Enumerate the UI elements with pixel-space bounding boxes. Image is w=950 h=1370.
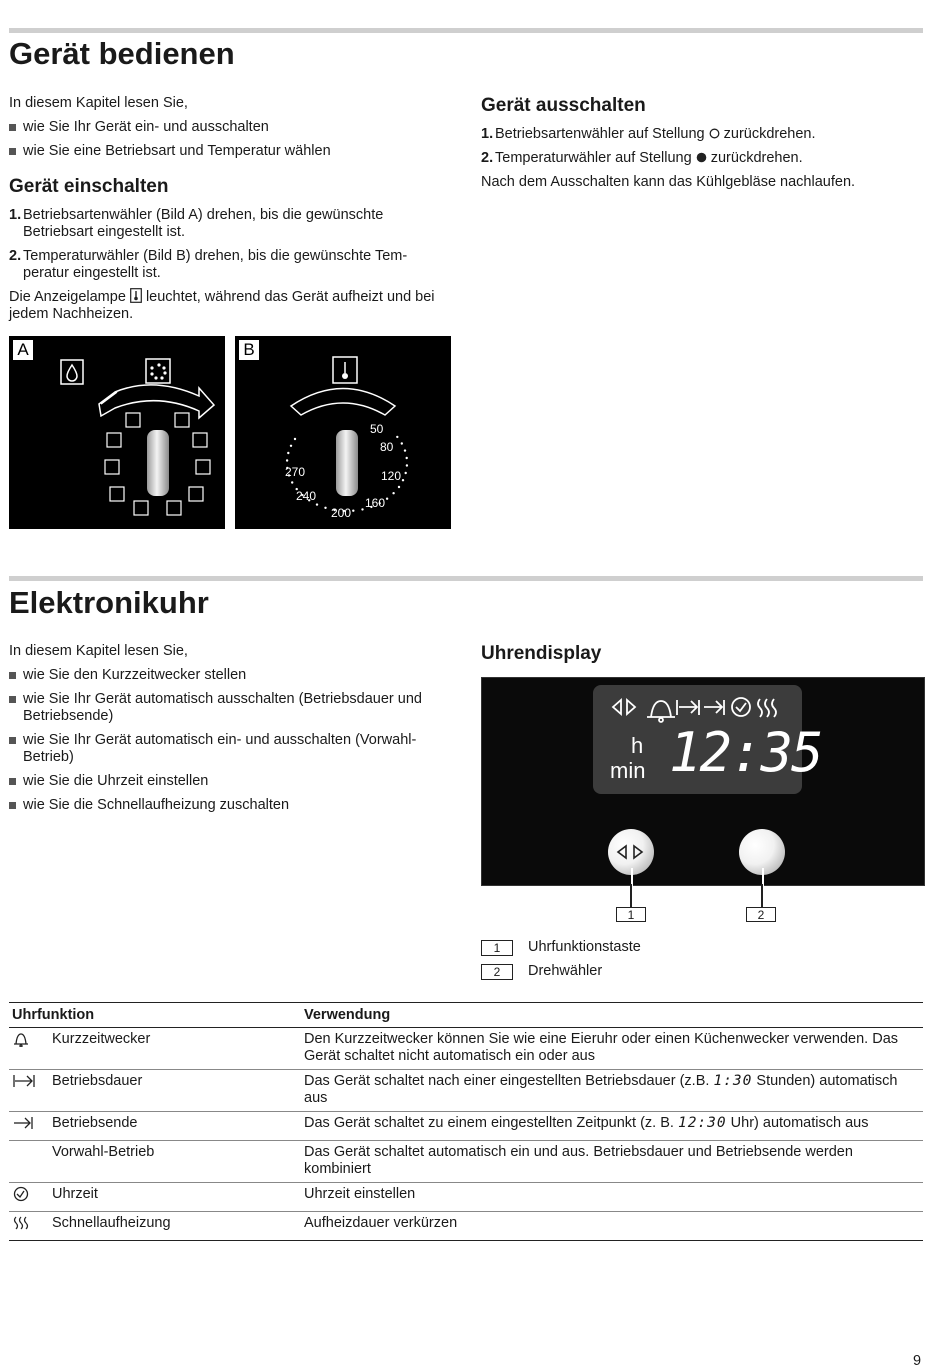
figure-label: A	[13, 340, 33, 360]
off-step-2	[481, 150, 803, 167]
step-2	[9, 248, 463, 282]
callout-line-1-ext	[630, 884, 632, 908]
usage-text: Uhr) automatisch aus	[730, 1115, 869, 1131]
function-cell	[9, 1070, 301, 1112]
bullet-item: wie Sie eine Betriebsart und Temperatur wählen	[9, 143, 331, 160]
rapid-preheat-icon	[146, 359, 170, 383]
step-text-before: Temperaturwähler auf Stellung	[495, 150, 692, 166]
function-name: Uhrzeit	[52, 1186, 98, 1202]
scale-dot	[404, 449, 406, 451]
lcd-screen	[593, 685, 822, 794]
legend-number: 2	[481, 964, 513, 980]
function-cell	[9, 1028, 301, 1070]
usage-text: Den Kurzzeitwecker können Sie wie eine Eieruhr oder einen Küchenwecker verwenden. Das Gerät schaltet nicht automatisch ein oder aus	[301, 1028, 923, 1070]
scale-dot	[294, 438, 296, 440]
scale-dot	[405, 472, 407, 474]
callout-line-2-ext	[761, 884, 763, 908]
function-name: Betriebsdauer	[52, 1073, 143, 1089]
figure-label: B	[239, 340, 259, 360]
clock-icon	[732, 698, 750, 716]
clock-function-arrows-icon	[613, 700, 635, 714]
scale-dot	[386, 498, 388, 500]
scale-dot	[406, 457, 408, 459]
time-readout: 12:35	[669, 721, 822, 784]
function-name: Schnellaufheizung	[52, 1215, 171, 1231]
table-row	[9, 1212, 923, 1241]
fan-icon	[175, 413, 189, 427]
temperature-selector-diagram	[235, 336, 451, 529]
scale-dot	[402, 479, 404, 481]
figure-a-mode-selector	[9, 336, 225, 529]
dial-number: 270	[285, 465, 306, 479]
step-text-after: zurückdrehen.	[723, 126, 816, 142]
scale-dot	[392, 492, 394, 494]
note-text-after: leuchtet, während das Gerät aufheizt und bei jedem Nachheizen.	[9, 289, 435, 322]
bottom-heat-icon	[110, 487, 124, 501]
step-text-before: Betriebsartenwähler auf Stellung	[495, 126, 705, 142]
bullet-item: wie Sie Ihr Gerät automatisch ein- und ausschalten (Vorwahl-Betrieb)	[9, 732, 453, 766]
usage-text: Das Gerät schaltet zu einem eingestellten Zeitpunkt (z. B.	[304, 1115, 674, 1131]
scale-dot	[361, 508, 363, 510]
step-text-line1: Temperaturwähler (Bild B) drehen, bis die gewünschte Tem-	[23, 248, 408, 264]
column-header: Uhrfunktion	[9, 1003, 301, 1028]
function-cell	[9, 1141, 301, 1183]
light-fan-icon	[126, 413, 140, 427]
function-cell	[9, 1183, 301, 1212]
scale-dot	[352, 510, 354, 512]
heading-ausschalten: Gerät ausschalten	[481, 95, 646, 116]
step-number: 1.	[481, 126, 494, 142]
usage-text: Stunden) automatisch aus	[304, 1073, 898, 1106]
dial-number: 50	[370, 422, 384, 436]
bell-icon	[12, 1031, 52, 1052]
table-row	[9, 1141, 923, 1183]
section-rule-top	[9, 28, 923, 33]
figure-b-temperature-selector	[235, 336, 451, 529]
usage-text: Uhrzeit einstellen	[301, 1183, 923, 1212]
scale-dot	[316, 503, 318, 505]
duration-example-value: 1:30	[713, 1073, 753, 1089]
section-rule-bottom	[9, 576, 923, 581]
end-time-example-value: 12:30	[677, 1115, 727, 1131]
dial-number: 240	[296, 489, 317, 503]
minutes-unit: min	[610, 758, 646, 783]
top-heat-icon	[193, 433, 207, 447]
end-time-icon	[12, 1115, 52, 1136]
off-position-circle-icon	[709, 128, 720, 139]
usage-cell	[301, 1112, 923, 1141]
clock-function-table	[9, 1002, 923, 1241]
duration-icon	[677, 700, 699, 715]
grill-large-icon	[167, 501, 181, 515]
rapid-heat-icon	[12, 1215, 52, 1236]
callout-label-1: 1	[616, 907, 646, 922]
usage-cell	[301, 1070, 923, 1112]
hot-air-icon	[189, 487, 203, 501]
table-row	[9, 1112, 923, 1141]
clock-display-panel	[481, 677, 925, 886]
off-position-dot-icon	[696, 152, 707, 163]
rapid-heat-icon	[758, 699, 776, 717]
section-title-geraet-bedienen: Gerät bedienen	[9, 36, 235, 71]
function-cell	[9, 1212, 301, 1241]
off-step-1	[481, 126, 816, 143]
scale-dot	[401, 442, 403, 444]
bell-icon	[647, 701, 675, 722]
off-note: Nach dem Ausschalten kann das Kühlgebläse nachlaufen.	[481, 174, 856, 190]
legend-number: 1	[481, 940, 513, 956]
function-name: Kurzzeitwecker	[52, 1031, 151, 1047]
mode-knob	[147, 430, 169, 496]
bullet-item: wie Sie Ihr Gerät automatisch ausschalten (Betriebsdauer und Betriebsende)	[9, 691, 443, 725]
step-text-line2: peratur eingestellt ist.	[23, 265, 161, 281]
function-cell	[9, 1112, 301, 1141]
usage-text: Aufheizdauer verkürzen	[301, 1212, 923, 1241]
grill-small-icon	[134, 501, 148, 515]
table-header-row	[9, 1003, 923, 1028]
bullet-item: wie Sie die Uhrzeit einstellen	[9, 773, 208, 790]
bullet-item: wie Sie die Schnellaufheizung zuschalten	[9, 797, 289, 814]
dial-number: 120	[381, 469, 402, 483]
table-row	[9, 1070, 923, 1112]
usage-text: Das Gerät schaltet nach einer eingestellten Betriebsdauer (z.B.	[304, 1073, 710, 1089]
light-icon	[105, 460, 119, 474]
column-header: Verwendung	[301, 1003, 923, 1028]
table-row	[9, 1028, 923, 1070]
bullet-item: wie Sie Ihr Gerät ein- und ausschalten	[9, 119, 269, 136]
scale-dot	[286, 459, 288, 461]
section-title-elektronikuhr: Elektronikuhr	[9, 585, 209, 620]
dial-number: 80	[380, 440, 394, 454]
defrost-icon	[107, 433, 121, 447]
scale-dot	[287, 452, 289, 454]
scale-dot	[406, 464, 408, 466]
legend-label: Drehwähler	[528, 963, 603, 979]
scale-dot	[396, 436, 398, 438]
scale-dot	[291, 481, 293, 483]
end-time-icon	[704, 700, 724, 715]
step-number: 2.	[481, 150, 494, 166]
bullet-item: wie Sie den Kurzzeitwecker stellen	[9, 667, 246, 684]
scale-dot	[398, 486, 400, 488]
function-name: Betriebsende	[52, 1115, 138, 1131]
note-text-before: Die Anzeigelampe	[9, 289, 126, 305]
duration-icon	[12, 1073, 52, 1094]
intro-text: In diesem Kapitel lesen Sie,	[9, 643, 188, 659]
function-name: Vorwahl-Betrieb	[52, 1144, 155, 1160]
scale-dot	[324, 507, 326, 509]
clock-icon	[12, 1186, 52, 1207]
dial-number: 200	[331, 506, 352, 520]
step-1	[9, 207, 453, 241]
scale-dot	[290, 445, 292, 447]
heading-einschalten: Gerät einschalten	[9, 176, 169, 197]
temperature-knob	[336, 430, 358, 496]
usage-text: Das Gerät schaltet automatisch ein und aus. Betriebsdauer und Betriebsende werden kombiniert	[301, 1141, 923, 1183]
step-number: 2.	[9, 248, 22, 264]
grill-fan-icon	[196, 460, 210, 474]
step-text-after: zurückdrehen.	[710, 150, 803, 166]
table-row	[9, 1183, 923, 1212]
mode-selector-diagram	[9, 336, 225, 529]
intro-text: In diesem Kapitel lesen Sie,	[9, 95, 188, 111]
page-number: 9	[913, 1353, 922, 1369]
callout-label-2: 2	[746, 907, 776, 922]
step-text: Betriebsartenwähler (Bild A) drehen, bis die gewünschte Betriebsart eingestellt ist.	[23, 207, 384, 240]
step-number: 1.	[9, 207, 22, 223]
legend-label: Uhrfunktionstaste	[528, 939, 641, 955]
heading-uhrendisplay: Uhrendisplay	[481, 643, 602, 664]
thermometer-indicator-icon	[130, 288, 142, 303]
dial-number: 160	[365, 496, 386, 510]
hours-unit: h	[631, 733, 644, 758]
indicator-note	[9, 288, 454, 323]
